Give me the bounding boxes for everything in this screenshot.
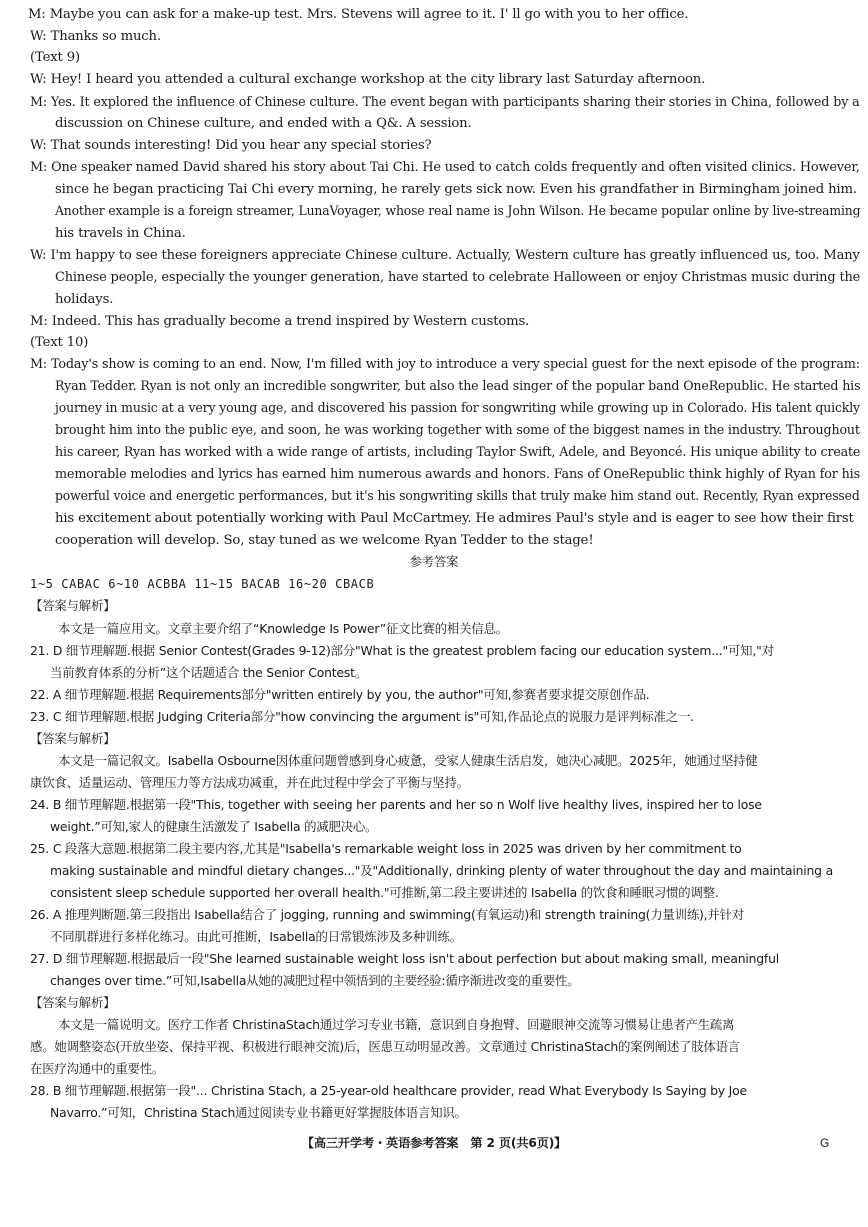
- explanation-line: Navarro.”可知，Christina Stach通过阅读专业书籍更好掌握肢体语言知识。: [50, 1105, 467, 1120]
- answer-key-heading: 参考答案: [409, 554, 459, 569]
- dialogue-line: M: Yes. It explored the influence of Chinese culture. The event began with participants sharing their stories in China, followed by a: [30, 95, 860, 110]
- dialogue-line: brought him into the public eye, and soon, he was working together with some of the biggest names in the industry. Throughout: [55, 423, 860, 438]
- explanation-line: 26. A 推理判断题.第三段指出 Isabella结合了 jogging, running and swimming(有氧运动)和 strength training(力量训练),并针对: [30, 907, 744, 922]
- dialogue-line: W: That sounds interesting! Did you hear any special stories?: [30, 138, 432, 153]
- dialogue-line: cooperation will develop. So, stay tuned as we welcome Ryan Tedder to the stage!: [55, 533, 594, 548]
- explanation-line: 当前教育体系的分析”这个话题适合 the Senior Contest。: [50, 665, 367, 680]
- dialogue-line: his career, Ryan has worked with a wide range of artists, including Taylor Swift, Adele, and Beyoncé. His unique ability to create: [55, 445, 861, 460]
- passage-summary: 本文是一篇应用文。文章主要介绍了“Knowledge Is Power”征文比赛的相关信息。: [58, 621, 508, 636]
- text-marker: (Text 9): [30, 50, 80, 65]
- passage-summary: 本文是一篇记叙文。Isabella Osbourne因体重问题曾感到身心疲惫，受家人健康生活启发，她决心减肥。2025年，她通过坚持健: [58, 753, 758, 768]
- passage-summary: 本文是一篇说明文。医疗工作者 ChristinaStach通过学习专业书籍，意识到自身抱臂、回避眼神交流等习惯易让患者产生疏离: [58, 1017, 735, 1032]
- passage-summary: 感。她调整姿态(开放坐姿、保持平视、积极进行眼神交流)后，医患互动明显改善。文章通过 ChristinaStach的案例阐述了肢体语言: [30, 1039, 740, 1054]
- dialogue-line: memorable melodies and lyrics has earned him numerous awards and honors. Fans of OneRepublic think highly of Ryan for his: [55, 467, 860, 482]
- dialogue-line: Ryan Tedder. Ryan is not only an incredible songwriter, but also the lead singer of the popular band OneRepublic. He started his: [55, 379, 861, 394]
- explanation-line: 28. B 细节理解题.根据第一段"... Christina Stach, a 25-year-old healthcare provider, read What Everybody Is Saying by Joe: [30, 1083, 747, 1098]
- explanation-line: 21. D 细节理解题.根据 Senior Contest(Grades 9-12)部分"What is the greatest problem facing our education system..."可知,"对: [30, 643, 774, 658]
- dialogue-line: powerful voice and energetic performances, but it's his songwriting skills that truly make him stand out. Recently, Ryan expressed: [55, 489, 860, 504]
- explanation-line: making sustainable and mindful dietary changes..."及"Additionally, drinking plenty of water throughout the day and maintaining a: [50, 863, 833, 878]
- dialogue-line: discussion on Chinese culture, and ended with a Q&. A session.: [55, 116, 472, 131]
- answer-key-row: 1~5 CABAC 6~10 ACBBA 11~15 BACAB 16~20 CBACB: [30, 577, 375, 591]
- dialogue-line: journey in music at a very young age, and discovered his passion for songwriting while growing up in Colorado. His talent quickly: [55, 401, 860, 416]
- page-footer: 【高三开学考・英语参考答案 第 2 页(共6页)】: [301, 1136, 567, 1150]
- explanation-line: 24. B 细节理解题.根据第一段"This, together with seeing her parents and her so n Wolf live healthy lives, inspired her to lose: [30, 797, 762, 812]
- dialogue-line: M: Indeed. This has gradually become a trend inspired by Western customs.: [30, 314, 530, 329]
- dialogue-line: W: Thanks so much.: [30, 29, 161, 44]
- passage-summary: 康饮食、适量运动、管理压力等方法成功减重，并在此过程中学会了平衡与坚持。: [30, 775, 469, 790]
- dialogue-line: M: One speaker named David shared his story about Tai Chi. He used to catch colds frequently and often visited clinics. However,: [30, 160, 860, 175]
- dialogue-line: his travels in China.: [55, 226, 186, 241]
- explanation-line: 27. D 细节理解题.根据最后一段"She learned sustainable weight loss isn't about perfection but about making small, meaningful: [30, 951, 779, 966]
- dialogue-line: M: Maybe you can ask for a make-up test. Mrs. Stevens will agree to it. I' ll go with you to her office.: [28, 7, 689, 22]
- dialogue-line: holidays.: [55, 292, 114, 307]
- dialogue-line: Another example is a foreign streamer, LunaVoyager, whose real name is John Wilson. He became popular online by live-streaming: [55, 204, 861, 219]
- dialogue-line: W: Hey! I heard you attended a cultural exchange workshop at the city library last Saturday afternoon.: [30, 72, 706, 87]
- text-marker: (Text 10): [30, 335, 89, 350]
- explanation-line: 不同肌群进行多样化练习。由此可推断，Isabella的日常锻炼涉及多种训练。: [50, 929, 462, 944]
- dialogue-line: since he began practicing Tai Chi every morning, he rarely gets sick now. Even his grandfather in Birmingham joined him.: [55, 182, 857, 197]
- dialogue-line: M: Today's show is coming to an end. Now, I'm filled with joy to introduce a very special guest for the next episode of the program:: [30, 357, 860, 372]
- explanation-line: changes over time.”可知,Isabella从她的减肥过程中领悟到的主要经验:循序渐进改变的重要性。: [50, 973, 580, 988]
- explanation-line: 25. C 段落大意题.根据第二段主要内容,尤其是"Isabella's remarkable weight loss in 2025 was driven by her commitment to: [30, 841, 742, 856]
- section-heading: 【答案与解析】: [30, 995, 116, 1010]
- dialogue-line: Chinese people, especially the younger generation, have started to celebrate Halloween or enjoy Christmas music during the: [55, 270, 861, 285]
- explanation-line: weight.”可知,家人的健康生活激发了 Isabella 的减肥决心。: [50, 819, 378, 834]
- section-heading: 【答案与解析】: [30, 731, 116, 746]
- dialogue-line: his excitement about potentially working with Paul McCartmey. He admires Paul's style and is eager to see how their first: [55, 511, 854, 526]
- dialogue-line: W: I'm happy to see these foreigners appreciate Chinese culture. Actually, Western culture has greatly influenced us, too. Many: [30, 248, 860, 263]
- explanation-line: 23. C 细节理解题.根据 Judging Criteria部分"how convincing the argument is"可知,作品论点的说服力是评判标准之一.: [30, 709, 694, 724]
- version-letter: G: [820, 1136, 830, 1150]
- explanation-line: consistent sleep schedule supported her overall health."可推断,第二段主要讲述的 Isabella 的饮食和睡眠习惯的调整.: [50, 885, 719, 900]
- passage-summary: 在医疗沟通中的重要性。: [30, 1061, 165, 1076]
- section-heading: 【答案与解析】: [30, 598, 116, 613]
- explanation-line: 22. A 细节理解题.根据 Requirements部分"written entirely by you, the author"可知,参赛者要求提交原创作品.: [30, 687, 650, 702]
